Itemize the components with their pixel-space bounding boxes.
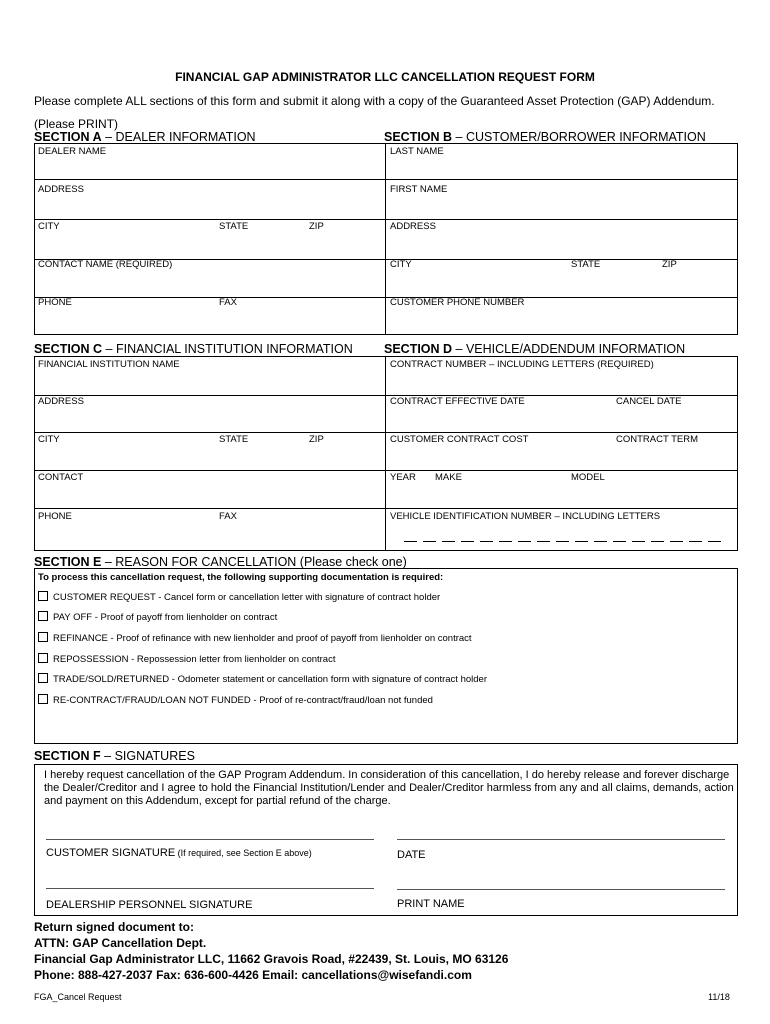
customer-zip-field[interactable]: ZIP — [662, 259, 677, 270]
return-contact: Phone: 888-427-2037 Fax: 636-600-4426 Email: cancellations@wisefandi.com — [34, 968, 472, 982]
dealer-address-field[interactable]: ADDRESS — [38, 184, 84, 195]
customer-address-field[interactable]: ADDRESS — [390, 221, 436, 232]
institution-phone-field[interactable]: PHONE — [38, 511, 72, 522]
customer-signature-line[interactable] — [46, 839, 374, 840]
contract-term-field[interactable]: CONTRACT TERM — [616, 434, 698, 445]
dealer-contact-name-field[interactable]: CONTACT NAME (REQUIRED) — [38, 259, 173, 270]
dealer-zip-field[interactable]: ZIP — [309, 221, 324, 232]
customer-state-field[interactable]: STATE — [571, 259, 601, 270]
section-e-note: To process this cancellation request, the following supporting documentation is required: — [38, 572, 444, 583]
institution-state-field[interactable]: STATE — [219, 434, 249, 445]
vin-char-slot[interactable] — [404, 541, 417, 542]
form-title: FINANCIAL GAP ADMINISTRATOR LLC CANCELLATION REQUEST FORM — [175, 70, 595, 84]
checkbox-repossession[interactable] — [38, 653, 48, 663]
vin-char-slot[interactable] — [499, 541, 512, 542]
section-ab-box — [34, 143, 738, 335]
checkbox-refinance[interactable] — [38, 632, 48, 642]
vin-char-slot[interactable] — [480, 541, 493, 542]
institution-fax-field[interactable]: FAX — [219, 511, 237, 522]
institution-name-field[interactable]: FINANCIAL INSTITUTION NAME — [38, 359, 180, 370]
section-b-heading: SECTION B – CUSTOMER/BORROWER INFORMATION — [384, 130, 706, 144]
vin-char-slot[interactable] — [651, 541, 664, 542]
vin-char-slot[interactable] — [594, 541, 607, 542]
checkbox-trade-sold-returned[interactable] — [38, 673, 48, 683]
print-name-line[interactable] — [397, 889, 725, 890]
dealership-signature-line[interactable] — [46, 888, 374, 889]
vin-char-slot[interactable] — [575, 541, 588, 542]
checkbox-customer-request[interactable] — [38, 591, 48, 601]
print-name-label: PRINT NAME — [397, 898, 465, 910]
vin-char-slot[interactable] — [556, 541, 569, 542]
return-instructions: Return signed document to: — [34, 920, 194, 934]
vin-char-slot[interactable] — [442, 541, 455, 542]
form-intro: Please complete ALL sections of this form and submit it along with a copy of the Guaranteed Asset Protection (GAP) Addendum. — [34, 94, 715, 108]
vehicle-make-field[interactable]: MAKE — [435, 472, 462, 483]
date-label: DATE — [397, 849, 426, 861]
contract-cost-field[interactable]: CUSTOMER CONTRACT COST — [390, 434, 529, 445]
dealer-fax-field[interactable]: FAX — [219, 297, 237, 308]
dealer-state-field[interactable]: STATE — [219, 221, 249, 232]
form-id: FGA_Cancel Request — [34, 992, 122, 1002]
checkbox-pay-off[interactable] — [38, 611, 48, 621]
vin-char-slot[interactable] — [537, 541, 550, 542]
customer-first-name-field[interactable]: FIRST NAME — [390, 184, 448, 195]
section-a-heading: SECTION A – DEALER INFORMATION — [34, 130, 256, 144]
institution-zip-field[interactable]: ZIP — [309, 434, 324, 445]
institution-address-field[interactable]: ADDRESS — [38, 396, 84, 407]
return-attention: ATTN: GAP Cancellation Dept. — [34, 936, 207, 950]
cancel-date-field[interactable]: CANCEL DATE — [616, 396, 682, 407]
release-statement: I hereby request cancellation of the GAP Program Addendum. In consideration of this cancellation, I do hereby release and forever discharge the Dealer/Creditor and I agree to hold the Financial Institution/Lender and Dealer/Creditor harmless from any and all claims, demands, action and payment on this Addendum, except for partial refund of the charge. — [44, 769, 734, 807]
vin-char-slot[interactable] — [708, 541, 721, 542]
vin-char-slot[interactable] — [632, 541, 645, 542]
contract-effective-date-field[interactable]: CONTRACT EFFECTIVE DATE — [390, 396, 525, 407]
customer-phone-field[interactable]: CUSTOMER PHONE NUMBER — [390, 297, 525, 308]
vin-char-slot[interactable] — [613, 541, 626, 542]
form-version: 11/18 — [708, 992, 730, 1002]
vin-field[interactable]: VEHICLE IDENTIFICATION NUMBER – INCLUDING LETTERS — [390, 511, 661, 522]
return-address: Financial Gap Administrator LLC, 11662 Gravois Road, #22439, St. Louis, MO 63126 — [34, 952, 509, 966]
vin-char-slot[interactable] — [689, 541, 702, 542]
option-refinance: REFINANCE - Proof of refinance with new lienholder and proof of payoff from lienholder on contract — [53, 633, 472, 644]
option-repossession: REPOSSESSION - Repossession letter from lienholder on contract — [53, 654, 336, 665]
option-pay-off: PAY OFF - Proof of payoff from lienholder on contract — [53, 612, 278, 623]
institution-city-field[interactable]: CITY — [38, 434, 60, 445]
vin-char-slot[interactable] — [518, 541, 531, 542]
section-c-heading: SECTION C – FINANCIAL INSTITUTION INFORMATION — [34, 342, 353, 356]
vehicle-year-field[interactable]: YEAR — [390, 472, 416, 483]
section-d-heading: SECTION D – VEHICLE/ADDENDUM INFORMATION — [384, 342, 686, 356]
vehicle-model-field[interactable]: MODEL — [571, 472, 605, 483]
vin-char-slot[interactable] — [670, 541, 683, 542]
contract-number-field[interactable]: CONTRACT NUMBER – INCLUDING LETTERS (REQUIRED) — [390, 359, 654, 370]
dealership-signature-label: DEALERSHIP PERSONNEL SIGNATURE — [46, 899, 253, 911]
option-customer-request: CUSTOMER REQUEST - Cancel form or cancellation letter with signature of contract holder — [53, 592, 441, 603]
section-f-heading: SECTION F – SIGNATURES — [34, 749, 195, 763]
dealer-name-field[interactable]: DEALER NAME — [38, 146, 107, 157]
customer-signature-label: CUSTOMER SIGNATURE (If required, see Section E above) — [46, 847, 312, 859]
dealer-phone-field[interactable]: PHONE — [38, 297, 72, 308]
date-line[interactable] — [397, 839, 725, 840]
customer-last-name-field[interactable]: LAST NAME — [390, 146, 444, 157]
section-e-heading: SECTION E – REASON FOR CANCELLATION (Please check one) — [34, 555, 407, 569]
vin-char-slot[interactable] — [423, 541, 436, 542]
print-note: (Please PRINT) — [34, 117, 119, 131]
customer-city-field[interactable]: CITY — [390, 259, 412, 270]
option-trade-sold-returned: TRADE/SOLD/RETURNED - Odometer statement or cancellation form with signature of contract holder — [53, 674, 487, 685]
option-recontract-fraud: RE-CONTRACT/FRAUD/LOAN NOT FUNDED - Proof of re-contract/fraud/loan not funded — [53, 695, 433, 706]
institution-contact-field[interactable]: CONTACT — [38, 472, 84, 483]
checkbox-recontract-fraud[interactable] — [38, 694, 48, 704]
vin-char-slot[interactable] — [461, 541, 474, 542]
dealer-city-field[interactable]: CITY — [38, 221, 60, 232]
